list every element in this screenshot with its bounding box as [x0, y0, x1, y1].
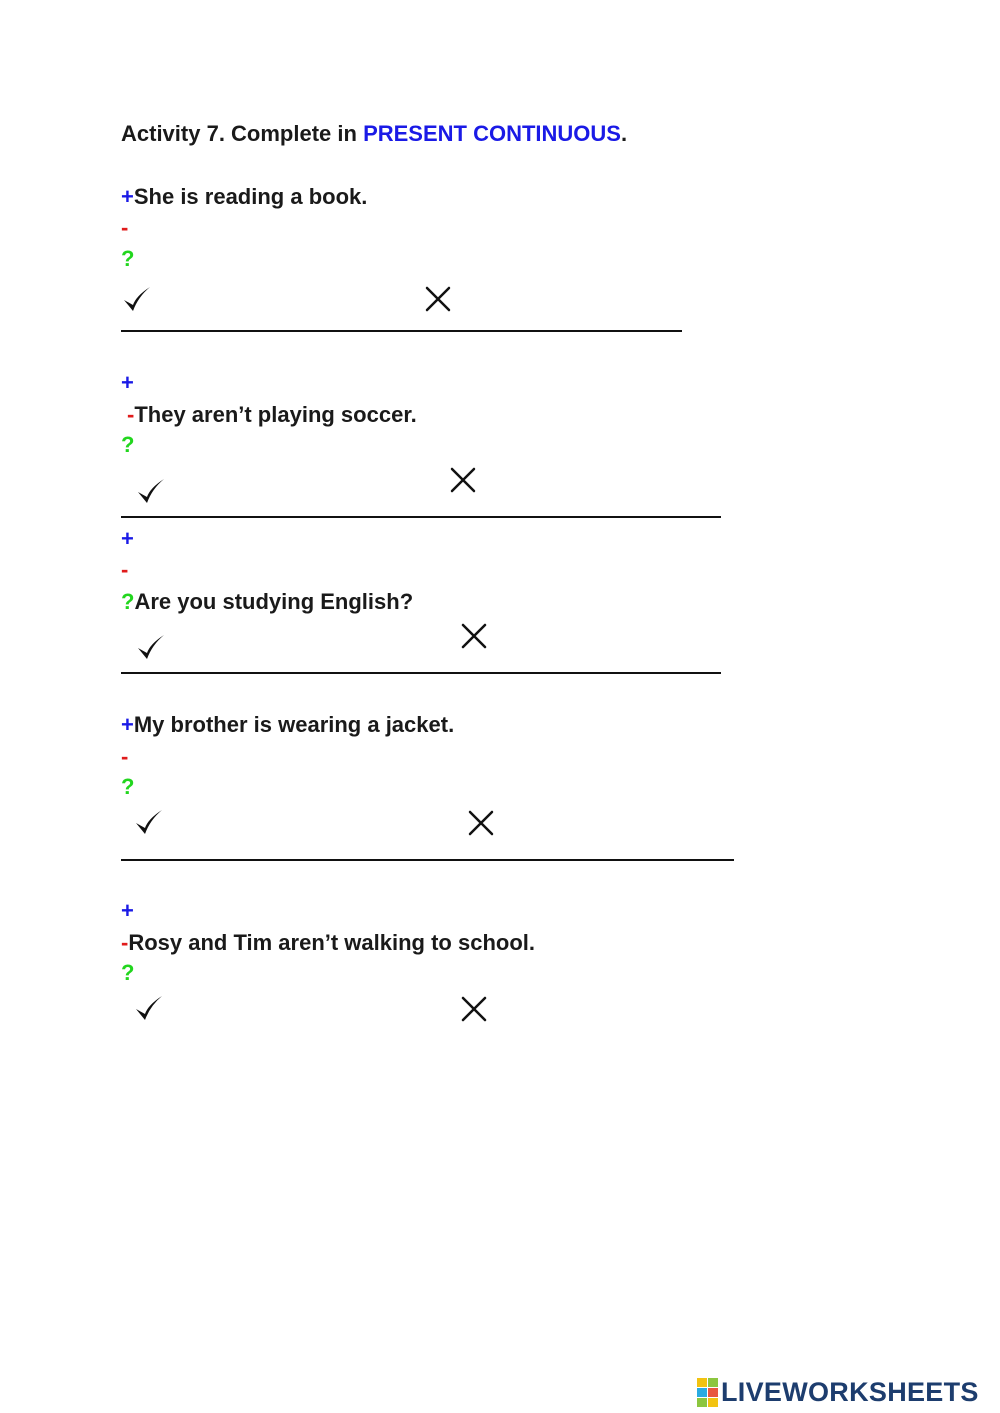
- cross-icon[interactable]: [460, 995, 488, 1023]
- exercise-3-minus-sign: -: [121, 557, 129, 582]
- minus-sign: -: [127, 402, 135, 427]
- page-title: [121, 121, 627, 147]
- exercise-2-question-sign: ?: [121, 432, 135, 457]
- exercise-4-question-sign: ?: [121, 774, 135, 799]
- answer-line: [121, 516, 721, 518]
- minus-sign: -: [121, 930, 129, 955]
- answer-line: [121, 859, 734, 861]
- answer-line: [121, 330, 682, 332]
- title-suffix: .: [620, 121, 628, 146]
- checkmark-icon[interactable]: [134, 994, 164, 1024]
- exercise-2-plus-sign: +: [121, 370, 134, 395]
- exercise-3-sentence: Are you studying English?: [134, 589, 414, 614]
- exercise-2-negative-line: [127, 402, 417, 428]
- question-sign: ?: [121, 589, 135, 614]
- exercise-1-question-sign: ?: [121, 246, 135, 271]
- checkmark-icon[interactable]: [134, 808, 164, 838]
- cross-icon[interactable]: [424, 285, 452, 313]
- title-prefix: Activity 7. Complete in: [121, 121, 364, 146]
- checkmark-icon[interactable]: [136, 633, 166, 663]
- answer-line: [121, 672, 721, 674]
- exercise-5-sentence: Rosy and Tim aren’t walking to school.: [128, 930, 535, 955]
- title-highlight: PRESENT CONTINUOUS: [363, 121, 621, 146]
- exercise-1-minus-sign: -: [121, 215, 129, 240]
- exercise-3-question-line: [121, 589, 413, 615]
- cross-icon[interactable]: [460, 622, 488, 650]
- cross-icon[interactable]: [467, 809, 495, 837]
- checkmark-icon[interactable]: [122, 285, 152, 315]
- logo-text: LIVEWORKSHEETS: [721, 1377, 979, 1407]
- exercise-5-question-sign: ?: [121, 960, 135, 985]
- exercise-3-plus-sign: +: [121, 526, 134, 551]
- cross-icon[interactable]: [449, 466, 477, 494]
- plus-sign: +: [121, 184, 134, 209]
- exercise-1-sentence: She is reading a book.: [133, 184, 368, 209]
- exercise-2-sentence: They aren’t playing soccer.: [134, 402, 417, 427]
- exercise-4-sentence: My brother is wearing a jacket.: [133, 712, 455, 737]
- exercise-4-positive-line: [121, 712, 454, 738]
- liveworksheets-logo: [697, 1375, 979, 1409]
- exercise-4-minus-sign: -: [121, 744, 129, 769]
- exercise-1-positive-line: [121, 184, 367, 210]
- exercise-5-negative-line: [121, 930, 535, 956]
- checkmark-icon[interactable]: [136, 477, 166, 507]
- plus-sign: +: [121, 712, 134, 737]
- exercise-5-plus-sign: +: [121, 898, 134, 923]
- logo-blocks-icon: [697, 1378, 718, 1407]
